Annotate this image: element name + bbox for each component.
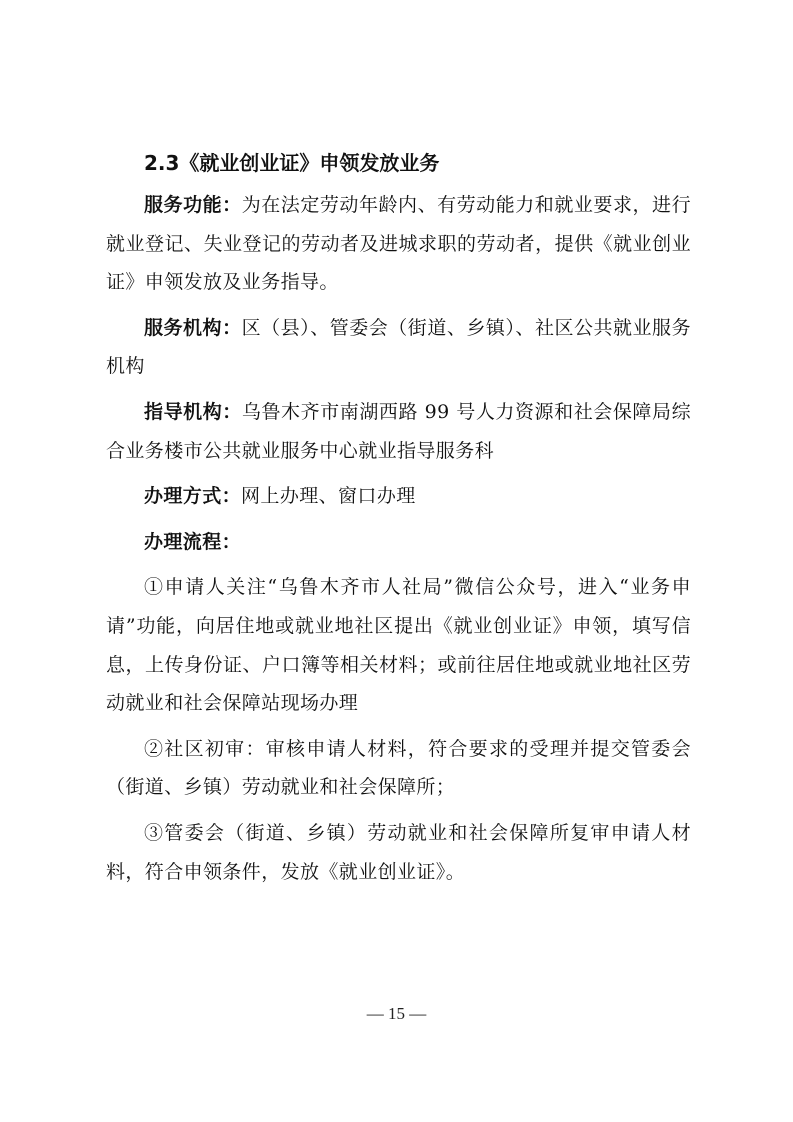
handling-process-label: 办理流程： <box>144 530 242 553</box>
handling-method-label: 办理方式： <box>144 485 242 508</box>
guidance-agency-label: 指导机构： <box>144 400 242 423</box>
process-step-2: ②社区初审：审核申请人材料，符合要求的受理并提交管委会（街道、乡镇）劳动就业和社会保障所； <box>106 737 691 799</box>
service-function-text: 为在法定劳动年龄内、有劳动能力和就业要求，进行就业登记、失业登记的劳动者及进城求职的劳动者，提供《就业创业证》申领发放及业务指导。 <box>106 194 691 294</box>
handling-method-text: 网上办理、窗口办理 <box>241 485 416 508</box>
handling-method-paragraph <box>106 477 691 516</box>
service-agency-label: 服务机构： <box>144 316 242 339</box>
handling-process-heading <box>106 523 691 562</box>
service-agency-paragraph <box>106 309 691 386</box>
section-heading: 2.3《就业创业证》申领发放业务 <box>144 151 440 175</box>
guidance-agency-text: 乌鲁木齐市南湖西路 99 号人力资源和社会保障局综合业务楼市公共就业服务中心就业指导服务科 <box>106 400 691 462</box>
service-function-label: 服务功能： <box>144 194 242 216</box>
service-function-paragraph <box>106 186 691 302</box>
service-agency-text: 区（县）、管委会（街道、乡镇）、社区公共就业服务机构 <box>106 316 691 378</box>
process-step-1: ①申请人关注“乌鲁木齐市人社局”微信公众号，进入“业务申请”功能，向居住地或就业地社区提出《就业创业证》申领，填写信息，上传身份证、户口簿等相关材料；或前往居住地或就业地社区劳动就业和社会保障站现场办理 <box>106 576 691 715</box>
page-number: — 15 — <box>366 1004 427 1023</box>
guidance-agency-paragraph <box>106 393 691 470</box>
document-body <box>106 140 691 891</box>
process-step-3: ③管委会（街道、乡镇）劳动就业和社会保障所复审申请人材料，符合申领条件，发放《就业创业证》。 <box>106 821 691 883</box>
